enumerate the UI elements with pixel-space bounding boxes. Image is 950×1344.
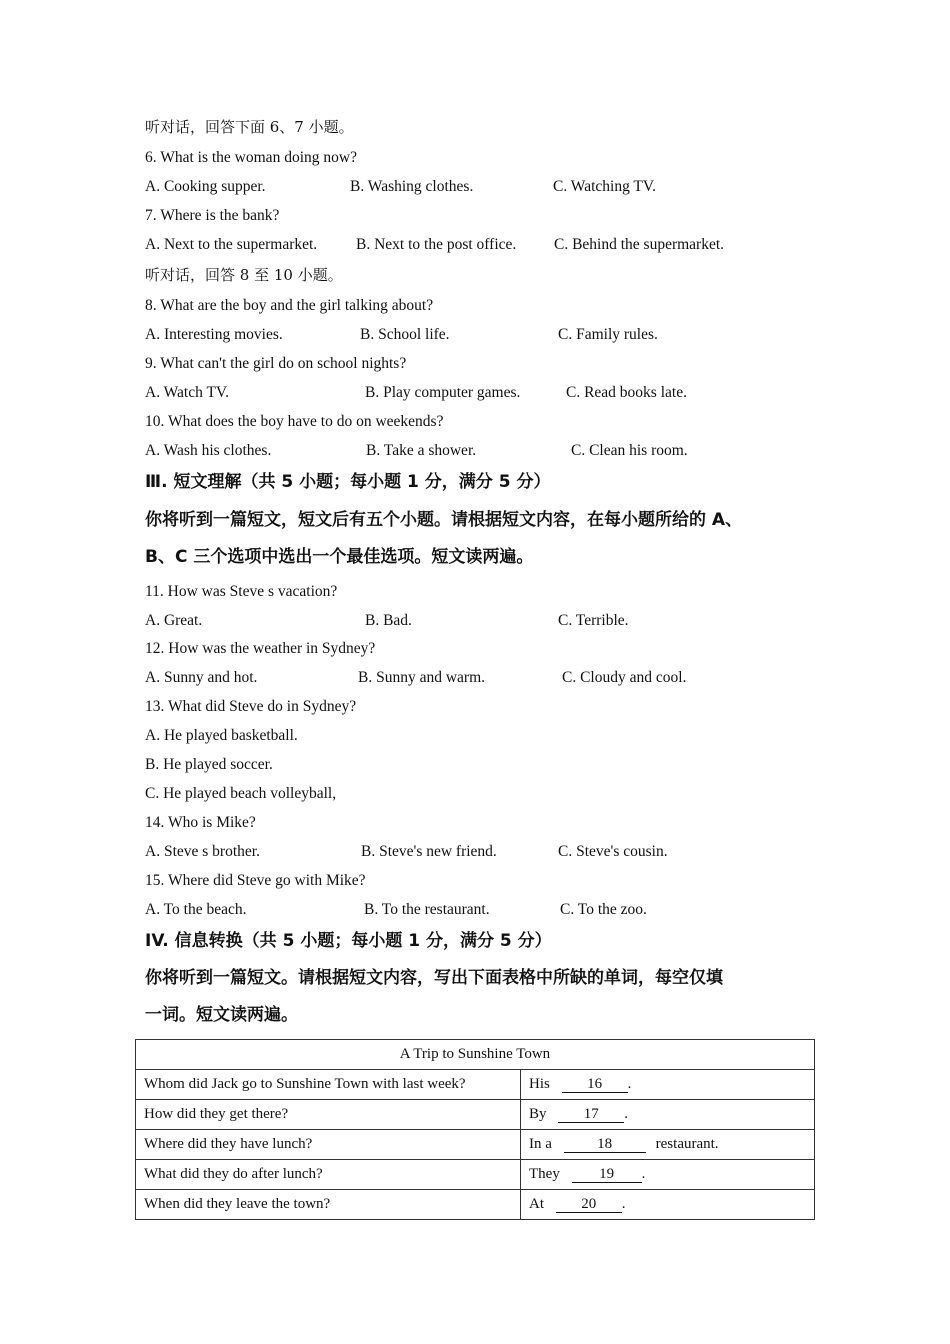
table-question: Whom did Jack go to Sunshine Town with last week?	[136, 1070, 521, 1100]
option-11c: C. Terrible.	[558, 612, 629, 629]
answer-blank[interactable]: 17	[558, 1106, 624, 1123]
question-13: 13. What did Steve do in Sydney?	[145, 698, 357, 715]
table-row	[136, 1100, 815, 1130]
table-question: What did they do after lunch?	[136, 1160, 521, 1190]
option-14c: C. Steve's cousin.	[558, 843, 668, 860]
option-8c: C. Family rules.	[558, 326, 658, 343]
instruction-8-10: 听对话，回答 8 至 10 小题。	[145, 266, 343, 284]
answer-prefix: They	[529, 1166, 560, 1182]
option-15a: A. To the beach.	[145, 901, 247, 918]
option-11b: B. Bad.	[365, 612, 412, 629]
option-9b: B. Play computer games.	[365, 384, 521, 401]
section3-instruction-line2: B、C 三个选项中选出一个最佳选项。短文读两遍。	[145, 547, 534, 567]
table-question: Where did they have lunch?	[136, 1130, 521, 1160]
answer-prefix: In a	[529, 1136, 552, 1152]
question-6: 6. What is the woman doing now?	[145, 149, 357, 166]
table-row	[136, 1160, 815, 1190]
option-15b: B. To the restaurant.	[364, 901, 490, 918]
option-7c: C. Behind the supermarket.	[554, 236, 725, 253]
table-row	[136, 1190, 815, 1220]
question-12: 12. How was the weather in Sydney?	[145, 640, 376, 657]
option-6b: B. Washing clothes.	[350, 178, 474, 195]
answer-blank[interactable]: 18	[564, 1136, 646, 1153]
table-answer	[521, 1190, 815, 1220]
option-13b: B. He played soccer.	[145, 756, 273, 773]
option-7a: A. Next to the supermarket.	[145, 236, 318, 253]
table-answer	[521, 1100, 815, 1130]
option-14a: A. Steve s brother.	[145, 843, 260, 860]
question-9: 9. What can't the girl do on school nights?	[145, 355, 407, 372]
option-12a: A. Sunny and hot.	[145, 669, 258, 686]
option-10a: A. Wash his clothes.	[145, 442, 272, 459]
answer-blank[interactable]: 19	[572, 1166, 642, 1183]
answer-suffix: restaurant.	[655, 1136, 719, 1152]
question-15: 15. Where did Steve go with Mike?	[145, 872, 366, 889]
table-question: When did they leave the town?	[136, 1190, 521, 1220]
option-15c: C. To the zoo.	[560, 901, 647, 918]
answer-suffix: .	[621, 1196, 626, 1212]
option-6a: A. Cooking supper.	[145, 178, 266, 195]
option-6c: C. Watching TV.	[553, 178, 656, 195]
question-11: 11. How was Steve s vacation?	[145, 583, 338, 600]
option-13a: A. He played basketball.	[145, 727, 298, 744]
answer-suffix: .	[627, 1076, 632, 1092]
section4-instruction-line1: 你将听到一篇短文。请根据短文内容，写出下面表格中所缺的单词，每空仅填	[145, 968, 723, 988]
table-row	[136, 1130, 815, 1160]
table-answer	[521, 1160, 815, 1190]
option-8b: B. School life.	[360, 326, 450, 343]
question-10: 10. What does the boy have to do on weekends?	[145, 413, 444, 430]
option-9a: A. Watch TV.	[145, 384, 230, 401]
option-11a: A. Great.	[145, 612, 203, 629]
instruction-6-7: 听对话，回答下面 6、7 小题。	[145, 118, 354, 136]
info-table	[135, 1039, 815, 1220]
answer-prefix: By	[529, 1106, 547, 1122]
answer-prefix: At	[529, 1196, 544, 1212]
table-question: How did they get there?	[136, 1100, 521, 1130]
question-7: 7. Where is the bank?	[145, 207, 280, 224]
table-answer	[521, 1070, 815, 1100]
option-9c: C. Read books late.	[566, 384, 687, 401]
question-8: 8. What are the boy and the girl talking about?	[145, 297, 434, 314]
table-row	[136, 1070, 815, 1100]
option-12b: B. Sunny and warm.	[358, 669, 486, 686]
option-10b: B. Take a shower.	[366, 442, 477, 459]
option-10c: C. Clean his room.	[571, 442, 688, 459]
table-answer	[521, 1130, 815, 1160]
section3-heading: Ⅲ. 短文理解（共 5 小题；每小题 1 分，满分 5 分）	[145, 472, 551, 492]
section3-instruction-line1: 你将听到一篇短文，短文后有五个小题。请根据短文内容，在每小题所给的 A、	[145, 510, 743, 530]
table-title-row	[136, 1040, 815, 1070]
option-12c: C. Cloudy and cool.	[562, 669, 687, 686]
question-14: 14. Who is Mike?	[145, 814, 256, 831]
section4-heading: IV. 信息转换（共 5 小题；每小题 1 分，满分 5 分）	[145, 931, 552, 951]
answer-blank[interactable]: 16	[562, 1076, 628, 1093]
answer-blank[interactable]: 20	[556, 1196, 622, 1213]
option-13c: C. He played beach volleyball,	[145, 785, 337, 802]
answer-suffix: .	[641, 1166, 646, 1182]
option-8a: A. Interesting movies.	[145, 326, 283, 343]
table-title: A Trip to Sunshine Town	[136, 1040, 815, 1070]
section4-instruction-line2: 一词。短文读两遍。	[145, 1005, 298, 1025]
option-7b: B. Next to the post office.	[356, 236, 517, 253]
option-14b: B. Steve's new friend.	[361, 843, 497, 860]
answer-suffix: .	[624, 1106, 629, 1122]
answer-prefix: His	[529, 1076, 550, 1092]
